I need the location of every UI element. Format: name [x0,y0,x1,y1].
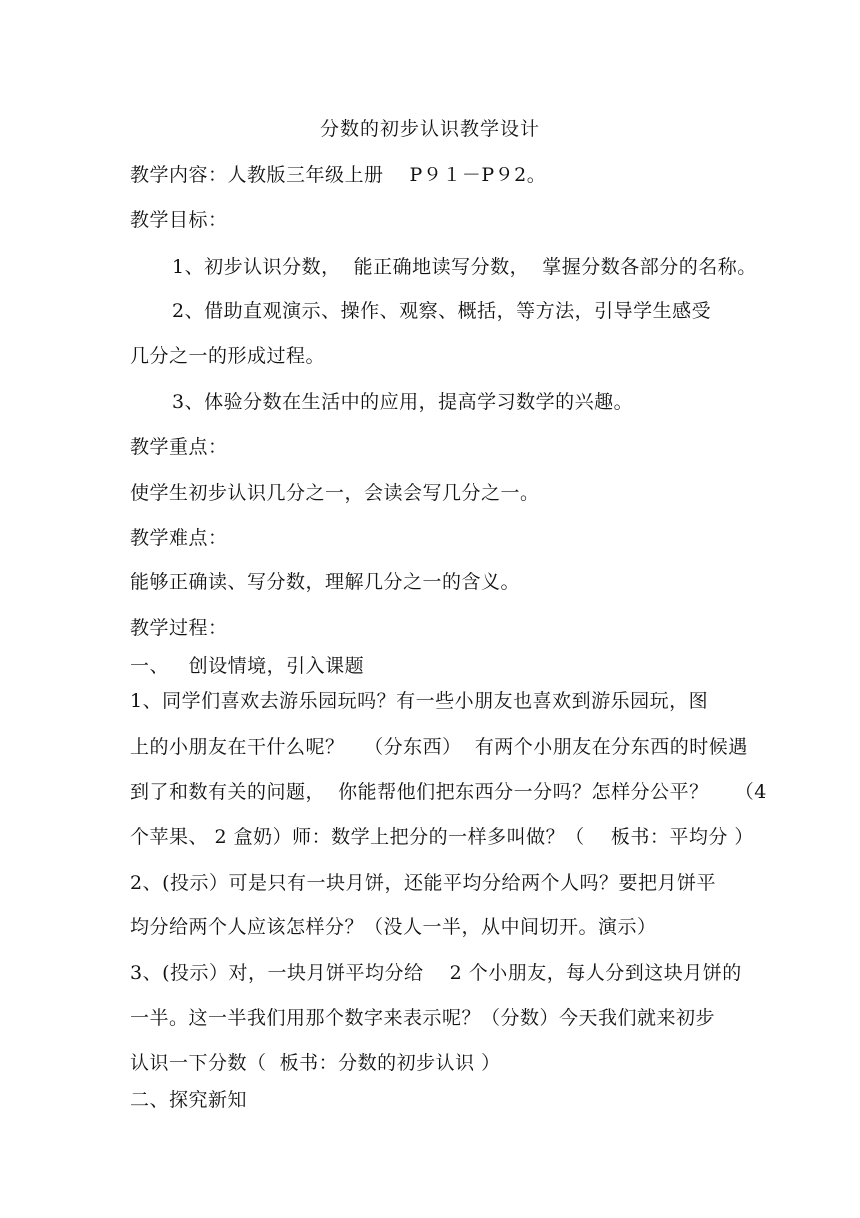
difficulties-heading: 教学难点： [130,527,228,549]
paragraph-line: 认识一下分数（ 板书：分数的初步认识 ） [130,1052,501,1074]
key-points-heading: 教学重点： [130,436,228,458]
paragraph-line: 均分给两个人应该怎样分？（没人一半，从中间切开。演示） [130,916,657,938]
goal-1-line: 1、初步认识分数， 能正确地读写分数， 掌握分数各部分的名称。 [172,256,757,278]
key-points-text: 使学生初步认识几分之一，会读会写几分之一。 [130,482,540,504]
goal-2-line: 2、借助直观演示、操作、观察、概括，等方法，引导学生感受 [172,300,712,322]
paragraph-line: 1、同学们喜欢去游乐园玩吗？有一些小朋友也喜欢到游乐园玩，图 [130,690,709,712]
section-2-heading: 二、探究新知 [130,1089,248,1111]
process-heading: 教学过程： [130,617,228,639]
document-title: 分数的初步认识教学设计 [319,118,540,140]
goal-3-line: 3、体验分数在生活中的应用，提高学习数学的兴趣。 [172,391,634,413]
goal-2-continuation: 几分之一的形成过程。 [130,345,326,367]
section-1-heading: 一、 创设情境，引入课题 [130,655,365,677]
difficulties-text: 能够正确读、写分数，理解几分之一的含义。 [130,571,521,593]
paragraph-line: 个苹果、 2 盒奶）师：数学上把分的一样多叫做？（ 板书：平均分 ） [130,826,754,848]
paragraph-line: 到了和数有关的问题， 你能帮他们把东西分一分吗？怎样分公平？ （4 [130,781,767,803]
teaching-goals-heading: 教学目标： [130,209,228,231]
teaching-content-line: 教学内容：人教版三年级上册 P９１－P９2。 [130,164,547,186]
paragraph-line: 3、(投示）对，一块月饼平均分给 2 个小朋友，每人分到这块月饼的 [130,962,742,984]
paragraph-line: 2、(投示）可是只有一块月饼，还能平均分给两个人吗？要把月饼平 [130,872,717,894]
paragraph-line: 一半。这一半我们用那个数字来表示呢？（分数）今天我们就来初步 [130,1007,716,1029]
paragraph-line: 上的小朋友在干什么呢？ （分东西） 有两个小朋友在分东西的时候遇 [130,736,748,758]
